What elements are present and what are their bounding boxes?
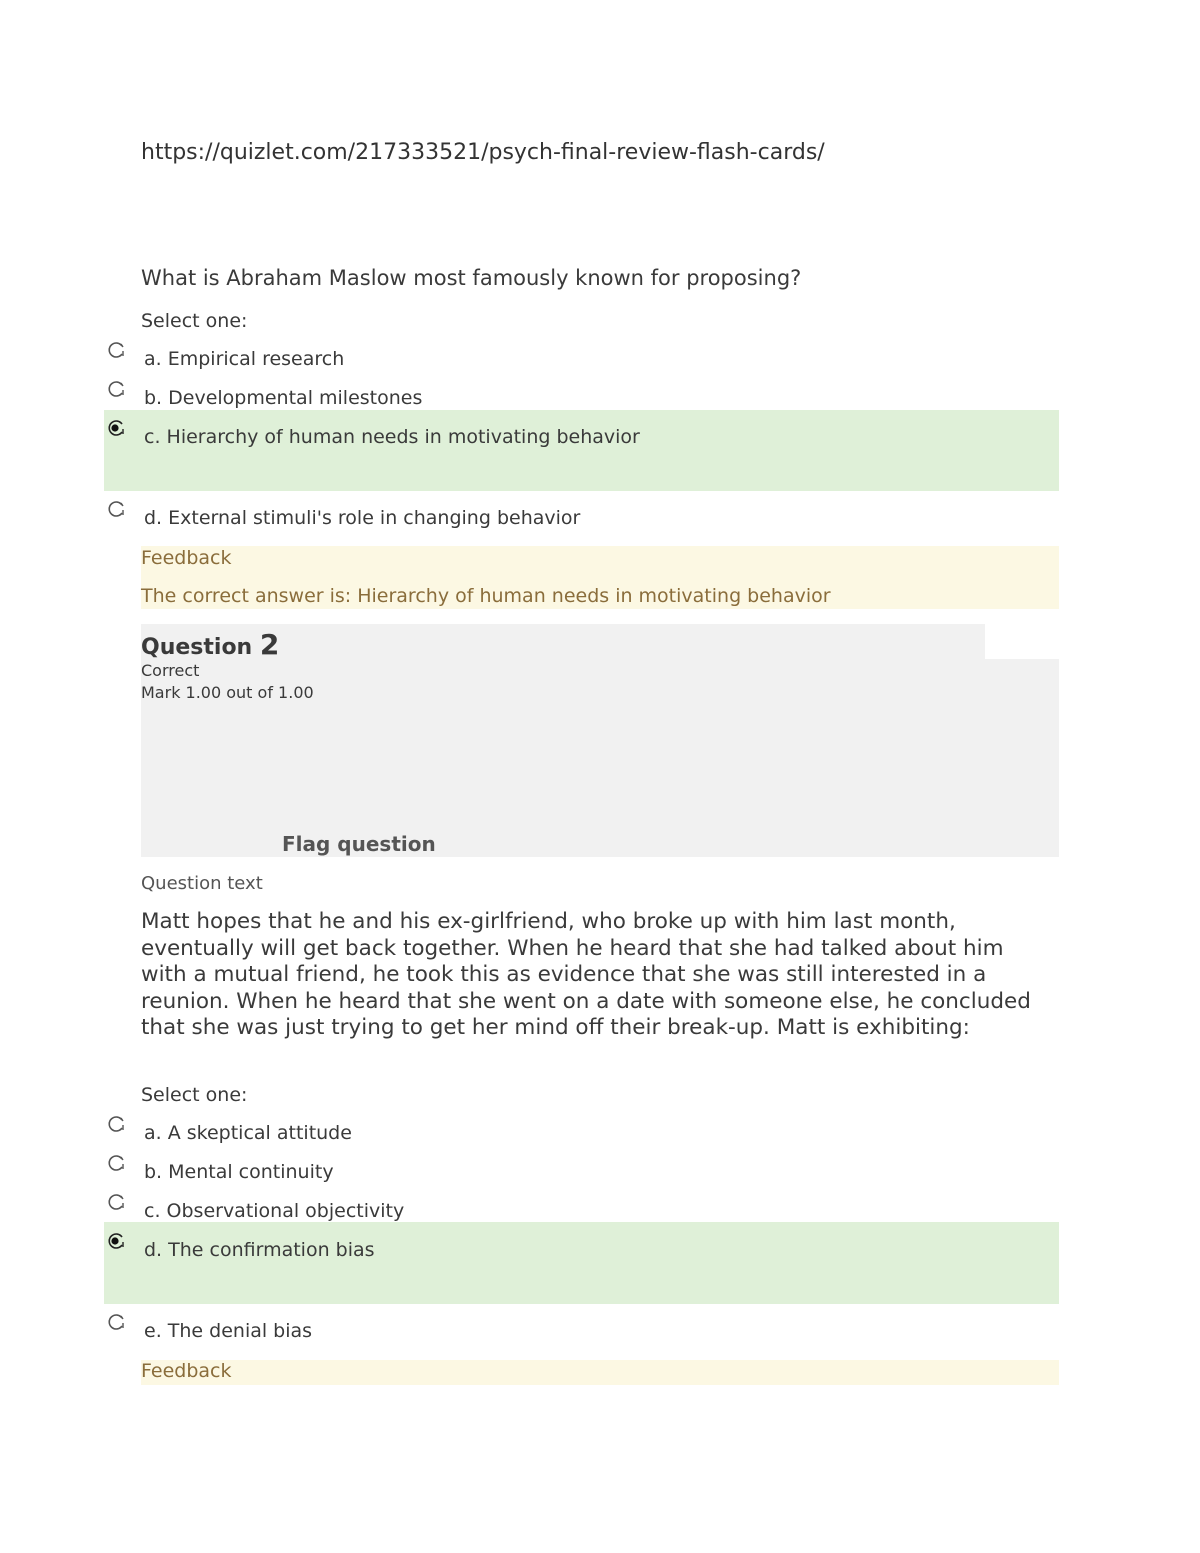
question-1-feedback-label: Feedback	[141, 547, 232, 569]
question-2-correct-highlight	[104, 1222, 1059, 1304]
question-2-option-b-label[interactable]: b. Mental continuity	[144, 1161, 334, 1183]
question-2-option-c-label[interactable]: c. Observational objectivity	[144, 1200, 405, 1222]
question-1-option-b-radio-icon[interactable]	[107, 380, 125, 398]
question-1-option-c-radio-icon-selected[interactable]	[107, 419, 125, 437]
question-1-option-a-radio-icon[interactable]	[107, 341, 125, 359]
source-url[interactable]: https://quizlet.com/217333521/psych-final-review-flash-cards/	[141, 140, 825, 165]
question-2-text: Matt hopes that he and his ex-girlfriend, who broke up with him last month, eventually will get back together. When he heard that she had talked about him with a mutual friend, he took this as evidence that she was still interested in a reunion. When he heard that she went on a date with someone else, he concluded that she was just trying to get her mind off their break-up. Matt is exhibiting:	[141, 909, 1031, 1040]
question-2-question-text-label: Question text	[141, 873, 263, 894]
question-2-select-prompt: Select one:	[141, 1084, 248, 1106]
question-2-grade: Mark 1.00 out of 1.00	[141, 683, 314, 702]
question-2-option-c-radio-icon[interactable]	[107, 1193, 125, 1211]
question-1-correct-highlight	[104, 410, 1059, 491]
question-2-feedback-label: Feedback	[141, 1360, 232, 1382]
question-1-option-a-label[interactable]: a. Empirical research	[144, 348, 345, 370]
question-2-option-a-label[interactable]: a. A skeptical attitude	[144, 1122, 352, 1144]
question-2-state: Correct	[141, 661, 200, 680]
question-2-option-d-radio-icon-selected[interactable]	[107, 1232, 125, 1250]
question-1-option-c-label[interactable]: c. Hierarchy of human needs in motivating behavior	[144, 426, 640, 448]
question-1-option-d-label[interactable]: d. External stimuli's role in changing behavior	[144, 507, 581, 529]
question-2-number	[141, 628, 279, 661]
question-2-title-word: Question	[141, 635, 253, 660]
question-2-option-a-radio-icon[interactable]	[107, 1115, 125, 1133]
question-2-option-b-radio-icon[interactable]	[107, 1154, 125, 1172]
question-2-number-value: 2	[259, 628, 280, 661]
question-1-right-answer: The correct answer is: Hierarchy of human needs in motivating behavior	[141, 585, 831, 607]
question-1-text: What is Abraham Maslow most famously known for proposing?	[141, 266, 802, 290]
question-2-option-e-radio-icon[interactable]	[107, 1313, 125, 1331]
question-1-select-prompt: Select one:	[141, 310, 248, 332]
flag-question-button[interactable]: Flag question	[282, 832, 436, 856]
question-1-option-b-label[interactable]: b. Developmental milestones	[144, 387, 423, 409]
question-2-option-e-label[interactable]: e. The denial bias	[144, 1320, 313, 1342]
question-2-feedback-box	[141, 1360, 1059, 1385]
question-1-option-d-radio-icon[interactable]	[107, 500, 125, 518]
question-2-option-d-label[interactable]: d. The confirmation bias	[144, 1239, 375, 1261]
